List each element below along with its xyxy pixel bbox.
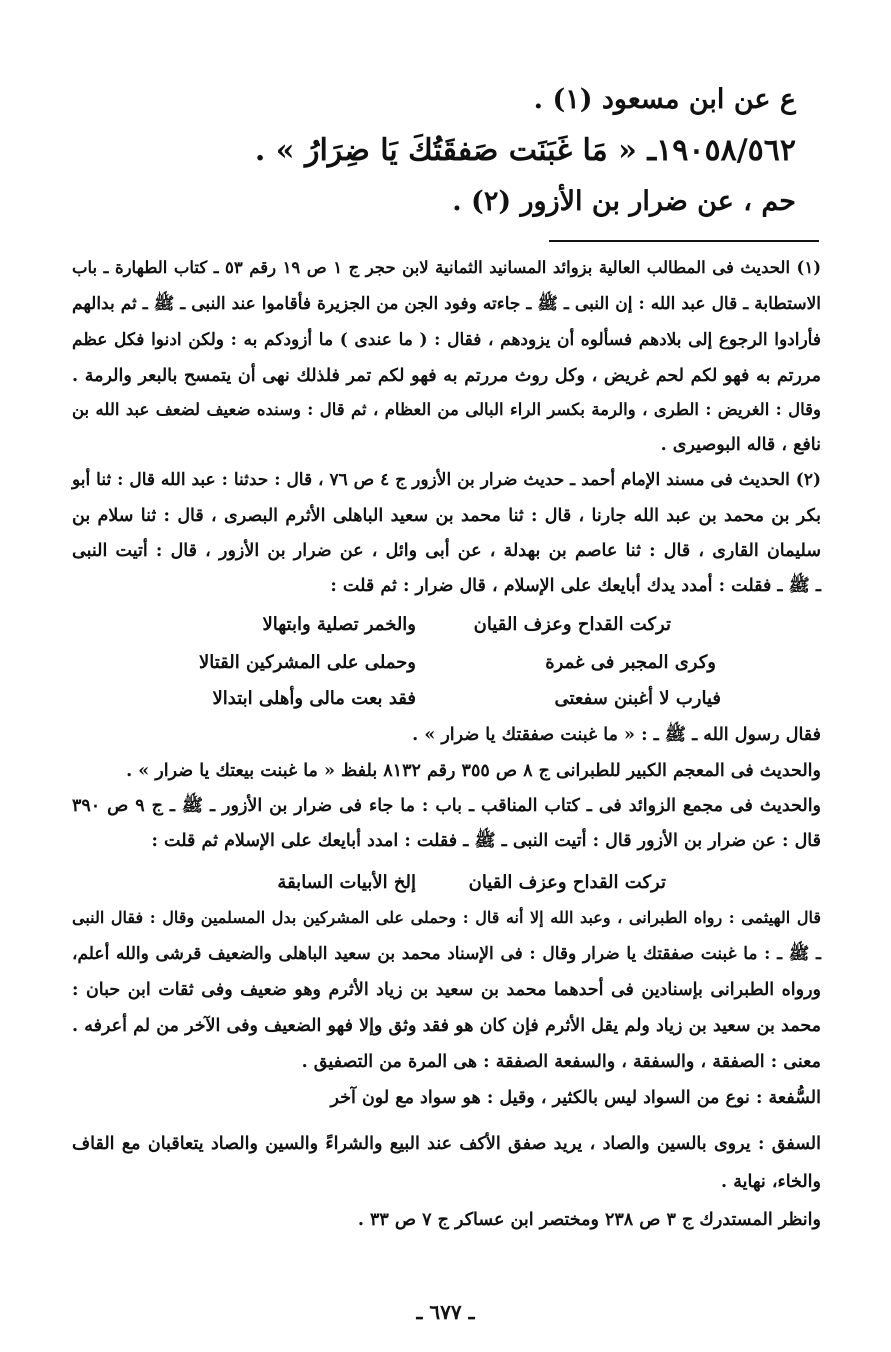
verse-hemistich: وحملى على المشركين القتالا [198,652,416,673]
footnote-2-line: محمد بن سعيد بن زياد ولم يقل الأثرم فإن كان هو فقد وثق وإلا فهو الضعيف وفى الآخر من لم أعرفه . [72,1016,821,1036]
footnote-2-line: فقال رسول الله ـ ﷺ ـ : « ما غبنت صفقتك يا ضرار » . [412,725,821,745]
verse-hemistich: تركت القداح وعزف القيان [468,872,666,893]
footnote-2-line: ورواه الطبرانى بإسنادين فى أحدهما محمد بن سعيد بن زياد الأثرم وهو ضعيف وفى ثقات ابن حبان : [72,980,821,1000]
footnote-1-line: وقال : الغريض : الطرى ، والرمة بكسر الراء البالى من العظام ، ثم قال : وسنده ضعيف لضعف عبد الله بن [72,400,821,419]
footnote-2-line: السفق : يروى بالسين والصاد ، يريد صفق الأكف عند البيع والشراءً والسين والصاد يتعاقبان مع القاف [72,1134,821,1154]
verse-hemistich: وكرى المجبر فى غمرة [545,652,716,673]
footnote-1-line: نافع ، قاله البوصيرى . [660,435,821,455]
footnote-2-line: معنى : الصفقة ، والسفقة ، والسفعة الصفقة : هى المرة من التصفيق . [301,1052,821,1072]
verse-hemistich: إلخ الأبيات السابقة [277,872,416,893]
footnote-2-line: بكر بن محمد بن عبد الله جارنا ، قال : ثنا محمد بن سعيد الباهلى الأثرم البصرى ، قال : ثنا سلام بن [72,506,821,526]
footnote-2-line: سليمان القارى ، قال : ثنا عاصم بن بهدلة ، عن أبى وائل ، عن ضرار بن الأزور ، قال : أتيت النبى [72,541,821,561]
footnote-2-line: وانظر المستدرك ج ٣ ص ٢٣٨ ومختصر ابن عساكر ج ٧ ص ٣٣ . [357,1210,821,1230]
verse-hemistich: والخمر تصلية وابتهالا [262,614,416,635]
source-reference-line: حم ، عن ضرار بن الأزور (٢) . [452,186,796,217]
footnote-1-line: مررتم به فهو لكم لحم غريض ، وكل روث مررتم به فهو لكم تمر فلذلك نهى أن يتمسح بالبعر والرمة . [72,366,821,386]
footnote-2-line: قال الهيثمى : رواه الطبرانى ، وعبد الله إلا أنه قال : وحملى على المشركين بدل المسلمين وقال : فقال النبى [72,908,821,927]
footnote-2-line: والحديث فى مجمع الزوائد فى ـ كتاب المناقب ـ باب : ما جاء فى ضرار بن الأزور ـ ﷺ ـ ج ٩ ص ٣٩٠ [72,796,822,816]
source-reference-line: ع عن ابن مسعود (١) . [533,84,796,115]
footnote-2-line: والحديث فى المعجم الكبير للطبرانى ج ٨ ص ٣٥٥ رقم ٨١٣٢ بلفظ « ما غبنت بيعتك يا ضرار » . [126,761,821,781]
verse-hemistich: تركت القداح وعزف القيان [473,614,671,635]
verse-hemistich: فيارب لا أغبنن سفعتى [554,688,721,709]
footnote-2-line: والخاء، نهاية . [721,1172,821,1192]
footnote-1-line: فأرادوا الرجوع إلى بلادهم فسألوه أن يزودهم ، فقال : ( ما عندى ) ما أزودكم به : ولكن ادنوا فكل عظم [72,330,821,350]
footnote-separator [549,240,819,242]
page-number: ـ ٦٧٧ ـ [416,1300,475,1324]
footnote-2-line: ـ ﷺ ـ : ما غبنت صفقتك يا ضرار وقال : فى الإسناد محمد بن سعيد الباهلى والضعيف قرشى والله أعلم، [72,944,821,964]
hadith-text: ١٩٠٥٨/٥٦٢ـ « مَا غَبَنَت صَفقَتُكَ يَا ضِرَارُ » . [254,133,796,168]
footnote-2-line: السُّفعة : نوع من السواد ليس بالكثير ، وقيل : هو سواد مع لون آخر [330,1088,821,1108]
footnote-2-line: قال : عن ضرار بن الأزور قال : أتيت النبى ـ ﷺ ـ فقلت : امدد أبايعك على الإسلام ثم قلت : [151,831,821,851]
verse-hemistich: فقد بعت مالى وأهلى ابتدالا [212,688,416,709]
footnote-1-line: (١) الحديث فى المطالب العالية بزوائد المسانيد الثمانية لابن حجر ج ١ ص ١٩ رقم ٥٣ ـ كتاب الطهارة ـ باب [72,258,822,277]
footnote-2-line: ـ ﷺ ـ فقلت : أمدد يدك أبايعك على الإسلام ، قال ضرار : ثم قلت : [330,576,821,596]
footnote-2-line: (٢) الحديث فى مسند الإمام أحمد ـ حديث ضرار بن الأزور ج ٤ ص ٧٦ ، قال : حدثنا : عبد الله قال : ثنا أبو [72,470,822,490]
footnote-1-line: الاستطابة ـ قال عبد الله : إن النبى ـ ﷺ ـ جاءته وفود الجن من الجزيرة فأقاموا عند النبى ـ ﷺ ـ ثم بدالهم [72,294,821,314]
